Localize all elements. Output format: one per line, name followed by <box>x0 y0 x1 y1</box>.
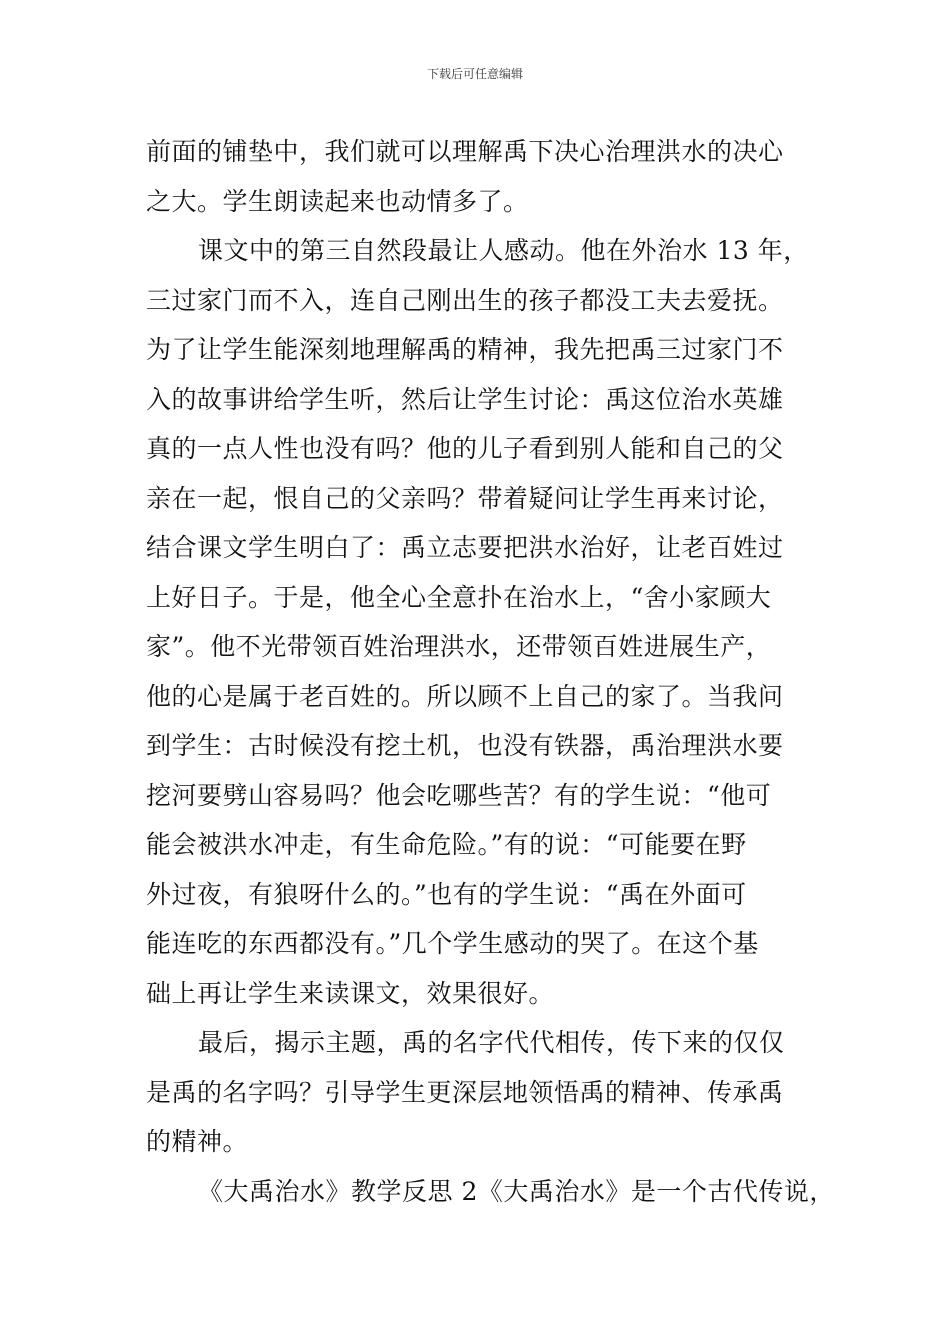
text-line: 的精神。 <box>146 1127 249 1156</box>
text-line: 结合课文学生明白了：禹立志要把洪水治好，让老百姓过 <box>146 533 784 562</box>
paragraph-start-line: 课文中的第三自然段最让人感动。他在外治水 13 年， <box>198 236 809 265</box>
text-line: 亲在一起，恨自己的父亲吗？带着疑问让学生再来讨论， <box>146 483 784 513</box>
paragraph-start-line: 最后，揭示主题，禹的名字代代相传，传下来的仅仅 <box>198 1028 785 1057</box>
text-line: 三过家门而不入，连自己刚出生的孩子都没工夫去爱抚。 <box>146 285 784 315</box>
text-line: 上好日子。于是，他全心全意扑在治水上，“舍小家顾大 <box>146 582 772 612</box>
document-body <box>146 127 835 1216</box>
text-line: 础上再让学生来读课文，效果很好。 <box>146 978 555 1008</box>
text-line: 是禹的名字吗？引导学生更深层地领悟禹的精神、传承禹 <box>146 1077 784 1107</box>
text-line: 家”。他不光带领百姓治理洪水，还带领百姓进展生产， <box>146 632 772 661</box>
text-line: 前面的铺垫中，我们就可以理解禹下决心治理洪水的决心 <box>146 137 784 166</box>
text-line: 之大。学生朗读起来也动情多了。 <box>146 186 529 216</box>
text-line: 挖河要劈山容易吗？他会吃哪些苦？有的学生说：“他可 <box>146 780 772 810</box>
page-header: 下载后可任意编辑 <box>426 67 523 81</box>
text-line: 外过夜，有狼呀什么的。”也有的学生说：“禹在外面可 <box>146 879 747 909</box>
text-line: 能会被洪水冲走，有生命危险。”有的说：“可能要在野 <box>146 830 747 859</box>
text-line: 为了让学生能深刻地理解禹的精神，我先把禹三过家门不 <box>146 335 784 364</box>
text-line: 到学生：古时候没有挖土机，也没有铁器，禹治理洪水要 <box>146 731 784 760</box>
paragraph-start-line: 《大禹治水》教学反思 2《大禹治水》是一个古代传说， <box>198 1176 835 1206</box>
text-line: 能连吃的东西都没有。”几个学生感动的哭了。在这个基 <box>146 929 759 958</box>
text-line: 入的故事讲给学生听，然后让学生讨论：禹这位治水英雄 <box>146 384 784 414</box>
text-line: 真的一点人性也没有吗？他的儿子看到别人能和自己的父 <box>146 434 784 463</box>
text-line: 他的心是属于老百姓的。所以顾不上自己的家了。当我问 <box>146 681 784 711</box>
